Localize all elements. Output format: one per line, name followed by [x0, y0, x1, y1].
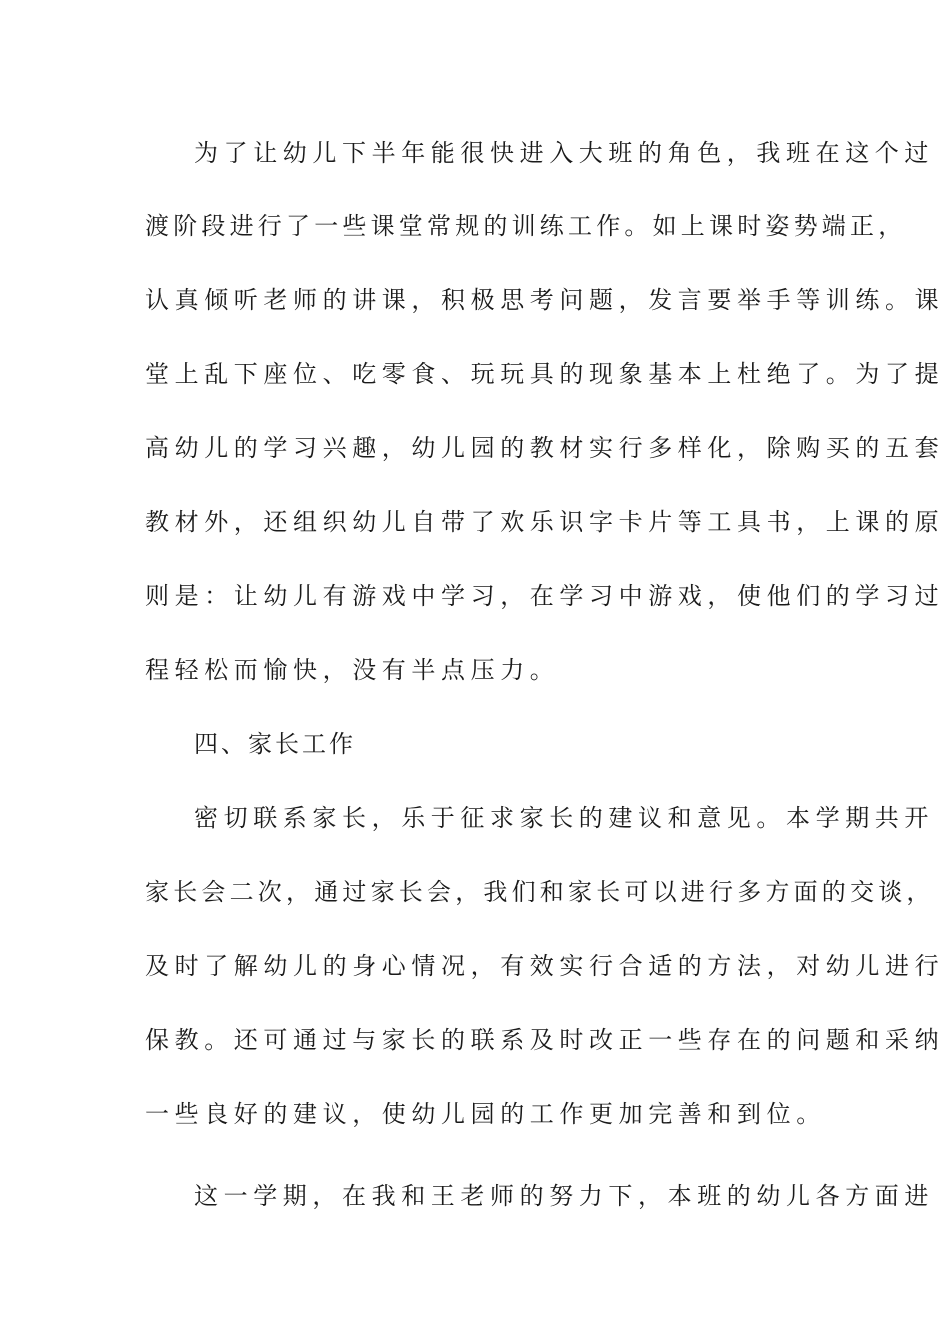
paragraph-line: 这一学期，在我和王老师的努力下，本班的幼儿各方面进 [194, 1182, 934, 1210]
paragraph-line: 高幼儿的学习兴趣，幼儿园的教材实行多样化，除购买的五套 [145, 434, 945, 462]
paragraph-line: 家长会二次，通过家长会，我们和家长可以进行多方面的交谈， [145, 878, 935, 906]
paragraph-line: 为了让幼儿下半年能很快进入大班的角色，我班在这个过 [194, 139, 934, 167]
paragraph-line: 则是：让幼儿有游戏中学习，在学习中游戏，使他们的学习过 [145, 582, 945, 610]
paragraph-line: 认真倾听老师的讲课，积极思考问题，发言要举手等训练。课 [145, 286, 945, 314]
paragraph-line: 密切联系家长，乐于征求家长的建议和意见。本学期共开 [194, 804, 934, 832]
paragraph-line: 保教。还可通过与家长的联系及时改正一些存在的问题和采纳 [145, 1026, 945, 1054]
section-heading: 四、家长工作 [194, 730, 356, 758]
paragraph-line: 一些良好的建议，使幼儿园的工作更加完善和到位。 [145, 1100, 826, 1128]
paragraph-line: 堂上乱下座位、吃零食、玩玩具的现象基本上杜绝了。为了提 [145, 360, 945, 388]
paragraph-line: 程轻松而愉快，没有半点压力。 [145, 656, 560, 684]
paragraph-line: 教材外，还组织幼儿自带了欢乐识字卡片等工具书，上课的原 [145, 508, 945, 536]
paragraph-line: 渡阶段进行了一些课堂常规的训练工作。如上课时姿势端正， [145, 212, 907, 240]
paragraph-line: 及时了解幼儿的身心情况，有效实行合适的方法，对幼儿进行 [145, 952, 945, 980]
